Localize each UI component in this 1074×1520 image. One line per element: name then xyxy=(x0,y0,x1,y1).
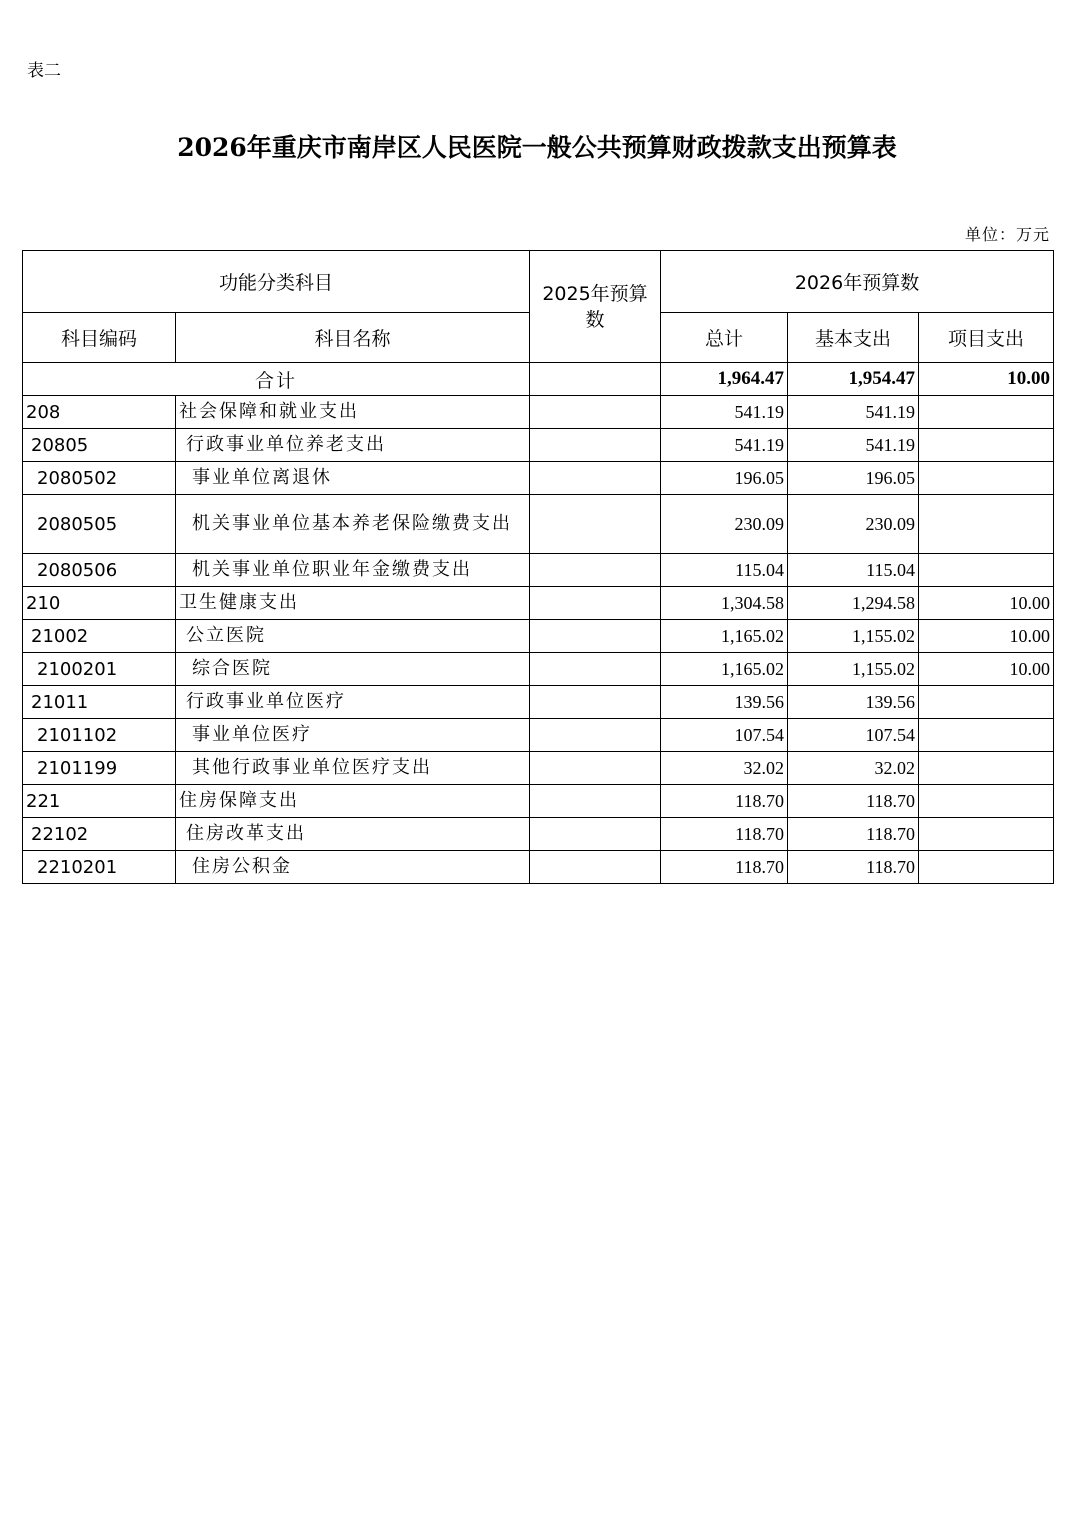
row-basic: 139.56 xyxy=(788,686,919,719)
table-row xyxy=(23,653,1054,686)
total-row xyxy=(23,363,1054,396)
row-basic: 1,294.58 xyxy=(788,587,919,620)
header-basic: 基本支出 xyxy=(788,313,919,363)
row-project xyxy=(919,462,1054,495)
table-row xyxy=(23,752,1054,785)
header-project: 项目支出 xyxy=(919,313,1054,363)
table-row xyxy=(23,396,1054,429)
row-total: 230.09 xyxy=(661,495,788,554)
row-name: 机关事业单位基本养老保险缴费支出 xyxy=(176,495,530,554)
row-project xyxy=(919,719,1054,752)
row-code: 210 xyxy=(23,587,176,620)
row-total: 1,165.02 xyxy=(661,653,788,686)
row-name: 事业单位离退休 xyxy=(176,462,530,495)
row-project xyxy=(919,752,1054,785)
row-basic: 1,155.02 xyxy=(788,620,919,653)
header-cur-budget-group: 2026年预算数 xyxy=(661,251,1054,313)
table-row xyxy=(23,429,1054,462)
row-code: 2100201 xyxy=(23,653,176,686)
row-total: 115.04 xyxy=(661,554,788,587)
row-project xyxy=(919,818,1054,851)
row-basic: 118.70 xyxy=(788,785,919,818)
header-code: 科目编码 xyxy=(23,313,176,363)
row-name: 综合医院 xyxy=(176,653,530,686)
row-code: 2080506 xyxy=(23,554,176,587)
row-code: 2210201 xyxy=(23,851,176,884)
row-project xyxy=(919,495,1054,554)
row-name: 其他行政事业单位医疗支出 xyxy=(176,752,530,785)
row-project: 10.00 xyxy=(919,620,1054,653)
row-prev-budget xyxy=(530,462,661,495)
row-prev-budget xyxy=(530,495,661,554)
table-row xyxy=(23,686,1054,719)
unit-label: 单位：万元 xyxy=(964,225,1050,244)
row-prev-budget xyxy=(530,554,661,587)
row-basic: 118.70 xyxy=(788,818,919,851)
table-body xyxy=(23,363,1054,884)
row-total: 32.02 xyxy=(661,752,788,785)
total-label: 合计 xyxy=(23,363,530,396)
row-basic: 118.70 xyxy=(788,851,919,884)
row-prev-budget xyxy=(530,653,661,686)
row-prev-budget xyxy=(530,396,661,429)
page-title: 2026年重庆市南岸区人民医院一般公共预算财政拨款支出预算表 xyxy=(177,133,897,162)
row-code: 221 xyxy=(23,785,176,818)
budget-table xyxy=(22,250,1054,884)
header-prev-budget xyxy=(530,251,661,363)
row-code: 21011 xyxy=(23,686,176,719)
row-project xyxy=(919,554,1054,587)
row-prev-budget xyxy=(530,587,661,620)
table-row xyxy=(23,851,1054,884)
row-prev-budget xyxy=(530,686,661,719)
row-total: 541.19 xyxy=(661,396,788,429)
table-label: 表二 xyxy=(27,61,61,81)
row-prev-budget xyxy=(530,429,661,462)
row-code: 20805 xyxy=(23,429,176,462)
row-project xyxy=(919,429,1054,462)
table-row xyxy=(23,620,1054,653)
row-total: 139.56 xyxy=(661,686,788,719)
row-code: 208 xyxy=(23,396,176,429)
row-name: 事业单位医疗 xyxy=(176,719,530,752)
row-total: 1,304.58 xyxy=(661,587,788,620)
table-row xyxy=(23,554,1054,587)
row-project xyxy=(919,785,1054,818)
row-name: 卫生健康支出 xyxy=(176,587,530,620)
row-total: 118.70 xyxy=(661,818,788,851)
row-code: 21002 xyxy=(23,620,176,653)
row-project xyxy=(919,851,1054,884)
row-name: 住房改革支出 xyxy=(176,818,530,851)
total-total: 1,964.47 xyxy=(661,363,788,396)
row-total: 196.05 xyxy=(661,462,788,495)
row-basic: 1,155.02 xyxy=(788,653,919,686)
table-row xyxy=(23,818,1054,851)
row-basic: 115.04 xyxy=(788,554,919,587)
header-total: 总计 xyxy=(661,313,788,363)
row-name: 行政事业单位医疗 xyxy=(176,686,530,719)
row-total: 1,165.02 xyxy=(661,620,788,653)
row-name: 社会保障和就业支出 xyxy=(176,396,530,429)
row-project: 10.00 xyxy=(919,653,1054,686)
row-code: 2101199 xyxy=(23,752,176,785)
row-total: 118.70 xyxy=(661,785,788,818)
row-basic: 541.19 xyxy=(788,396,919,429)
row-prev-budget xyxy=(530,620,661,653)
row-prev-budget xyxy=(530,785,661,818)
row-total: 118.70 xyxy=(661,851,788,884)
row-total: 541.19 xyxy=(661,429,788,462)
row-code: 2080502 xyxy=(23,462,176,495)
header-prev-budget-label: 2025年预算数 xyxy=(542,282,648,331)
total-prev xyxy=(530,363,661,396)
table-row xyxy=(23,785,1054,818)
row-name: 行政事业单位养老支出 xyxy=(176,429,530,462)
row-basic: 196.05 xyxy=(788,462,919,495)
row-name: 机关事业单位职业年金缴费支出 xyxy=(176,554,530,587)
row-project: 10.00 xyxy=(919,587,1054,620)
table-row xyxy=(23,587,1054,620)
row-name: 住房保障支出 xyxy=(176,785,530,818)
row-code: 2080505 xyxy=(23,495,176,554)
row-prev-budget xyxy=(530,719,661,752)
row-prev-budget xyxy=(530,818,661,851)
row-basic: 230.09 xyxy=(788,495,919,554)
row-basic: 32.02 xyxy=(788,752,919,785)
row-total: 107.54 xyxy=(661,719,788,752)
header-name: 科目名称 xyxy=(176,313,530,363)
row-code: 22102 xyxy=(23,818,176,851)
row-name: 公立医院 xyxy=(176,620,530,653)
row-basic: 107.54 xyxy=(788,719,919,752)
table-row xyxy=(23,719,1054,752)
row-project xyxy=(919,686,1054,719)
row-prev-budget xyxy=(530,752,661,785)
table-row xyxy=(23,462,1054,495)
row-prev-budget xyxy=(530,851,661,884)
row-name: 住房公积金 xyxy=(176,851,530,884)
total-project: 10.00 xyxy=(919,363,1054,396)
row-project xyxy=(919,396,1054,429)
header-category-group: 功能分类科目 xyxy=(23,251,530,313)
table-row xyxy=(23,495,1054,554)
total-basic: 1,954.47 xyxy=(788,363,919,396)
row-code: 2101102 xyxy=(23,719,176,752)
row-basic: 541.19 xyxy=(788,429,919,462)
